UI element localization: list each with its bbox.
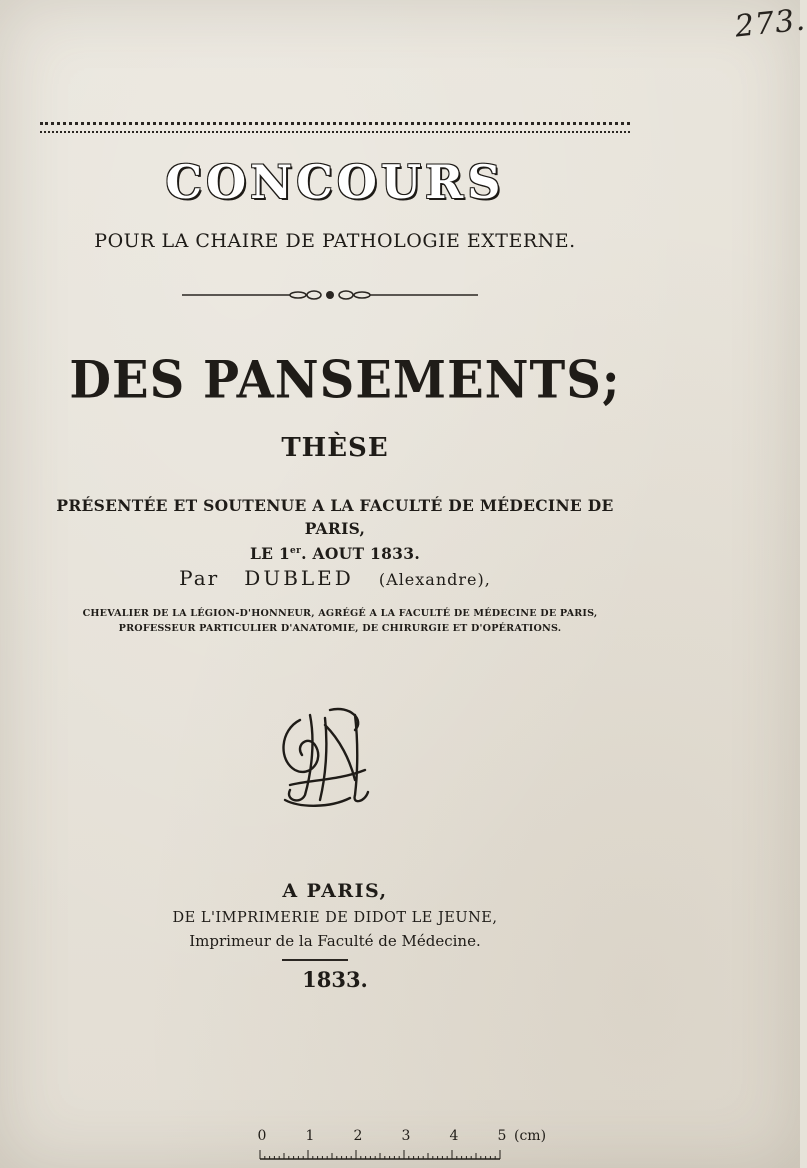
author-given-name: (Alexandre), [378, 570, 491, 589]
header-title: CONCOURS [165, 155, 505, 209]
imprint-printer: DE L'IMPRIMERIE DE DIDOT LE JEUNE, [172, 910, 498, 926]
monogram-emblem [270, 700, 380, 810]
scale-unit: (cm) [514, 1128, 547, 1144]
imprint-city: A PARIS, [282, 880, 388, 902]
short-rule [282, 959, 348, 961]
scale-ruler [260, 1150, 500, 1160]
presentation-date [25, 540, 645, 565]
date-suffix: . AOUT 1833. [301, 544, 421, 564]
presentation-line: PRÉSENTÉE ET SOUTENUE A LA FACULTÉ DE MÉDECINE DE PARIS, [56, 496, 614, 538]
scale-bar [257, 1128, 550, 1162]
date-superscript: er [290, 546, 302, 556]
author-credentials [40, 606, 640, 636]
credentials-line: PROFESSEUR PARTICULIER D'ANATOMIE, DE CHIRURGIE ET D'OPÉRATIONS. [118, 623, 562, 634]
credentials-line: CHEVALIER DE LA LÉGION-D'HONNEUR, AGRÉGÉ A LA FACULTÉ DE MÉDECINE DE PARIS, [82, 608, 598, 619]
scale-label: 5 [497, 1128, 507, 1144]
dotted-rule [40, 122, 630, 133]
imprint-printer-role: Imprimeur de la Faculté de Médecine. [189, 932, 481, 950]
author-par: Par [179, 566, 220, 590]
author-name: DUBLED [244, 566, 354, 590]
handwritten-page-number: 273. [733, 2, 807, 45]
scale-label: 0 [257, 1128, 267, 1144]
ornamental-flourish [180, 287, 480, 303]
author-line [40, 566, 630, 590]
date-prefix: LE 1 [249, 544, 291, 564]
header-subtitle: POUR LA CHAIRE DE PATHOLOGIE EXTERNE. [94, 230, 576, 252]
scale-label: 1 [305, 1128, 315, 1144]
scale-label: 4 [449, 1128, 459, 1144]
scale-label: 3 [401, 1128, 411, 1144]
scale-label: 2 [353, 1128, 363, 1144]
thesis-main-title: DES PANSEMENTS; [69, 350, 621, 411]
imprint-year: 1833. [302, 967, 368, 992]
thesis-label: THÈSE [281, 433, 389, 463]
thesis-presentation [25, 494, 645, 565]
